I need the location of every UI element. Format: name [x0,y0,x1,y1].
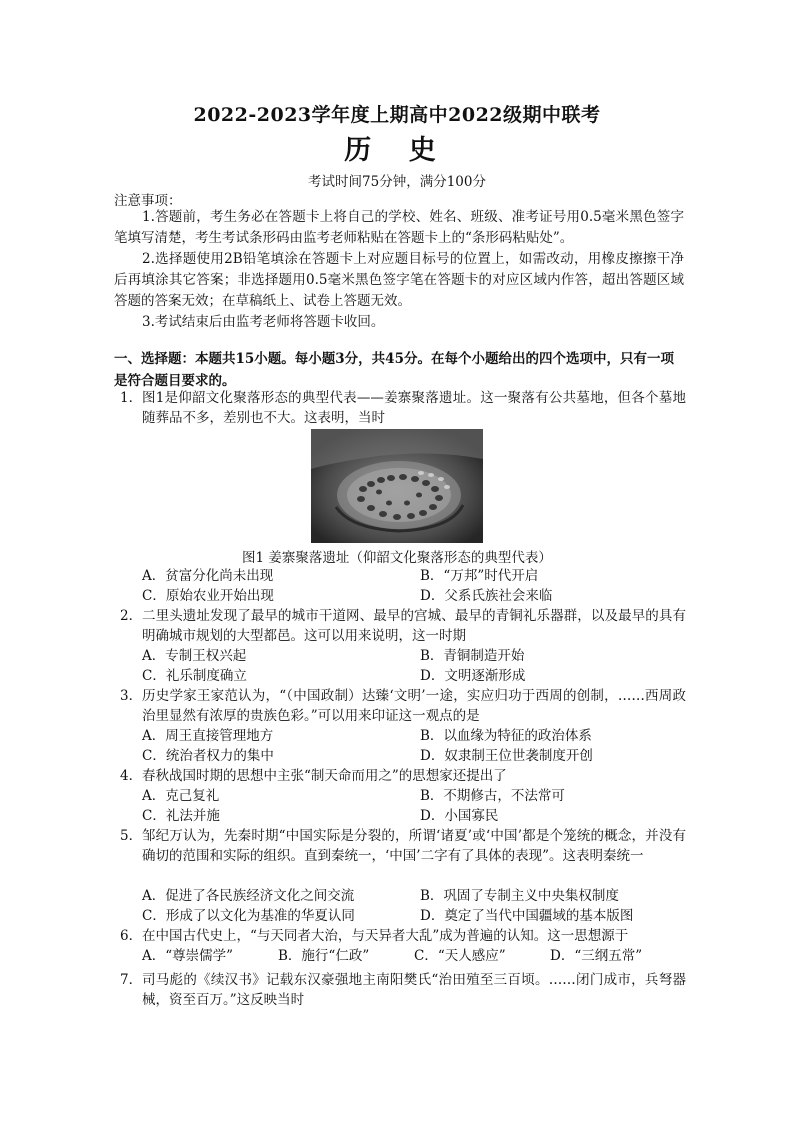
question-4 [120,766,686,786]
question-6-options [142,946,686,966]
question-number: 1． [120,390,143,406]
option-a: A．专制王权兴起 [142,648,247,664]
question-stem: 历史学家王家范认为，“（中国政制）达臻‘文明’一途，实应归功于西周的创制，……西周政治里显然有浓厚的贵族色彩。”可以用来印证这一观点的是 [142,688,686,724]
option-d: D．文明逐渐形成 [420,668,526,684]
question-number: 4． [120,768,143,784]
settlement-model-image [311,429,483,543]
question-number: 5． [120,828,143,844]
figure-caption: 图1 姜寨聚落遗址（仰韶文化聚落形态的典型代表） [242,550,552,566]
option-a: A．周王直接管理地方 [142,728,274,744]
question-number: 7． [120,972,143,988]
notice-item-2: 2.选择题使用2B铅笔填涂在答题卡上对应题目标号的位置上，如需改动，用橡皮擦擦干净后再填涂其它答案；非选择题用0.5毫米黑色签字笔在答题卡的对应区域内作答，超出答题区域答题的答案无效；在草稿纸上、试卷上答题无效。 [114,251,684,309]
question-number: 2． [120,608,143,624]
option-c: C．统治者权力的集中 [142,748,274,764]
exam-title: 2022-2023学年度上期高中2022级期中联考 [193,104,601,126]
question-3 [120,686,686,726]
question-7 [120,970,686,1010]
question-5 [120,826,686,866]
option-b: B．施行“仁政” [278,948,370,964]
option-d: D．小国寡民 [420,808,499,824]
question-6 [120,926,686,946]
question-4-options [142,786,686,826]
question-stem: 在中国古代史上，“与天同者大治，与天异者大乱”成为普遍的认知。这一思想源于 [142,928,629,944]
question-stem: 图1是仰韶文化聚落形态的典型代表——姜寨聚落遗址。这一聚落有公共墓地，但各个墓地随葬品不多，差别也不大。这表明，当时 [142,390,686,426]
option-b: B．以血缘为特征的政治体系 [420,728,592,744]
question-stem: 春秋战国时期的思想中主张“制天命而用之”的思想家还提出了 [142,768,507,784]
notice-item-1: 1.答题前，考生务必在答题卡上将自己的学校、姓名、班级、准考证号用0.5毫米黑色签字笔填写清楚，考生考试条形码由监考老师粘贴在答题卡上的“条形码粘贴处”。 [114,209,684,246]
option-c: C．礼乐制度确立 [142,668,247,684]
option-a: A．“尊崇儒学” [142,948,234,964]
question-number: 6． [120,928,143,944]
option-a: A．克己复礼 [142,788,220,804]
question-2 [120,606,686,646]
settlement-photo [311,429,483,543]
option-d: D．奴隶制王位世袭制度开创 [420,748,593,764]
notice-item-3: 3.考试结束后由监考老师将答题卡收回。 [142,314,385,330]
question-3-options [142,726,686,766]
option-d: D．父系氏族社会来临 [420,588,553,604]
option-c: C．形成了以文化为基准的华夏认同 [142,908,355,924]
option-c: C．“天人感应” [414,948,506,964]
option-a: A．促进了各民族经济文化之间交流 [142,888,355,904]
question-stem: 司马彪的《续汉书》记载东汉豪强地主南阳樊氏“治田殖至三百顷。……闭门成市，兵弩器械，资至百万。”这反映当时 [142,972,686,1008]
option-d: D．奠定了当代中国疆域的基本版图 [420,908,634,924]
option-b: B．不期修古，不法常可 [420,788,565,804]
question-1 [120,388,686,428]
option-b: B．青铜制造开始 [420,648,525,664]
question-stem: 邹纪万认为，先秦时期“中国实际是分裂的，所谓‘诸夏’或‘中国’都是个笼统的概念，并没有确切的范围和实际的组织。直到秦统一，‘中国’二字有了具体的表现”。这表明秦统一 [142,828,686,864]
option-b: B．巩固了专制主义中央集权制度 [420,888,619,904]
option-d: D．“三纲五常” [550,948,643,964]
notice-heading: 注意事项： [114,193,182,209]
option-c: C．礼法并施 [142,808,220,824]
option-a: A．贫富分化尚未出现 [142,568,274,584]
option-c: C．原始农业开始出现 [142,588,274,604]
question-number: 3． [120,688,143,704]
question-5-options [142,886,686,926]
question-stem: 二里头遗址发现了最早的城市干道网、最早的宫城、最早的青铜礼乐器群，以及最早的具有明确城市规划的大型都邑。这可以用来说明，这一时期 [142,608,686,644]
exam-info: 考试时间75分钟，满分100分 [308,174,486,190]
option-b: B．“万邦”时代开启 [420,568,539,584]
section-heading: 一、选择题：本题共15小题。每小题3分，共45分。在每个小题给出的四个选项中，只有一项是符合题目要求的。 [114,351,674,389]
question-1-options [142,566,686,606]
question-2-options [142,646,686,686]
subject-title: 历 史 [344,135,450,166]
